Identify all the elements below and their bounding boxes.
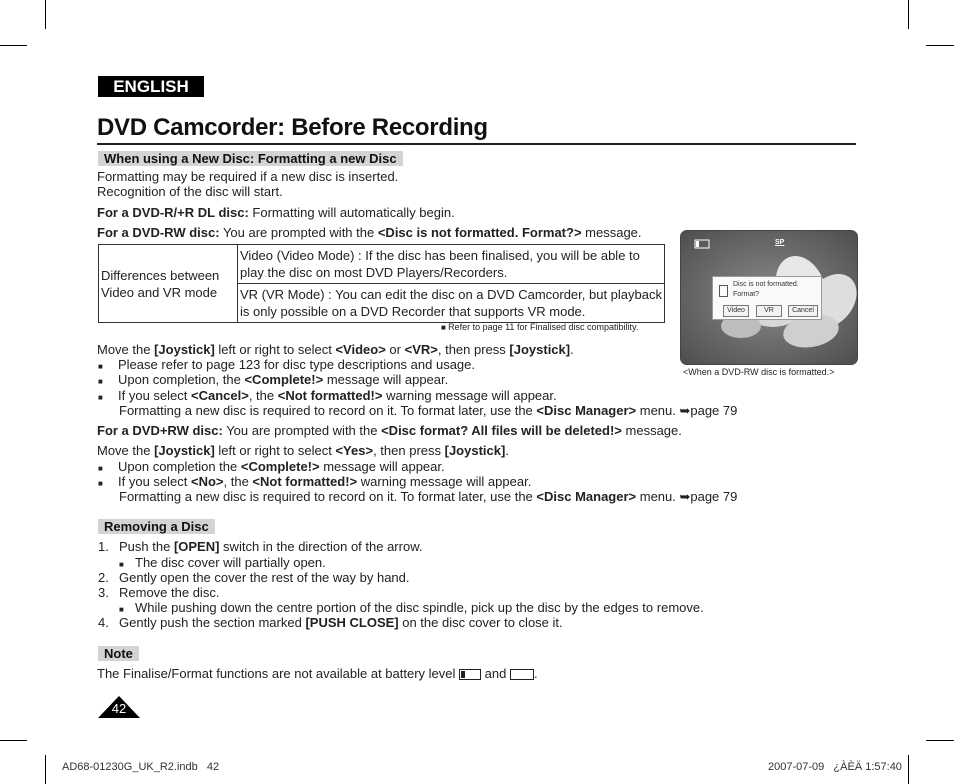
text: Upon completion the xyxy=(118,459,241,474)
crop-mark xyxy=(926,740,954,741)
table-left-cell: Differences between Video and VR mode xyxy=(99,245,238,323)
dialog-message xyxy=(733,280,799,300)
crop-mark xyxy=(0,45,27,46)
plusrw-move-line xyxy=(97,443,509,458)
crop-mark xyxy=(45,0,46,29)
text: Please refer to page 123 for disc type descriptions and usage. xyxy=(118,357,475,372)
text: on the disc cover to close it. xyxy=(398,615,563,630)
text-line: Recognition of the disc will start. xyxy=(97,184,283,199)
text: . xyxy=(570,342,574,357)
text: message will appear. xyxy=(323,372,449,387)
step-number: 2. xyxy=(98,570,109,585)
video-option-button[interactable]: Video xyxy=(723,305,749,317)
text: If you select xyxy=(118,388,191,403)
text: , the xyxy=(248,388,278,403)
format-dialog xyxy=(712,276,822,320)
text: The Finalise/Format functions are not available at battery level xyxy=(97,666,460,681)
crop-mark xyxy=(908,0,909,29)
table-vr-cell: VR (VR Mode) : You can edit the disc on a DVD Camcorder, but playback is only possible on a DVD Recorder that supports VR mode. xyxy=(238,284,665,323)
bullet-icon: ■ xyxy=(119,560,124,569)
no-option: <No> xyxy=(190,474,224,489)
text: , the xyxy=(223,474,253,489)
title-rule xyxy=(97,143,856,145)
text: Move the xyxy=(97,342,155,357)
rw-move-line xyxy=(97,342,574,357)
text: or xyxy=(385,342,405,357)
rw-bullet-2 xyxy=(98,372,448,389)
not-formatted-message: <Not formatted!> xyxy=(277,388,383,403)
crop-mark xyxy=(926,45,954,46)
text: , then press xyxy=(437,342,510,357)
plusrw-label: For a DVD+RW disc: xyxy=(97,423,223,438)
text: Push the xyxy=(119,539,174,554)
remove-step-1 xyxy=(98,539,422,554)
text: Remove the disc. xyxy=(119,585,220,600)
note-heading: Note xyxy=(98,646,139,661)
joystick-label: [Joystick] xyxy=(154,443,215,458)
note-text xyxy=(97,666,538,681)
dialog-line: Format? xyxy=(733,291,760,298)
text: . xyxy=(533,666,538,681)
crop-mark xyxy=(45,755,46,784)
text: warning message will appear. xyxy=(357,474,532,489)
bullet-icon: ■ xyxy=(98,377,103,386)
disc-manager-menu: <Disc Manager> xyxy=(536,489,637,504)
joystick-label: [Joystick] xyxy=(154,342,215,357)
text: warning message will appear. xyxy=(382,388,557,403)
bullet-icon: ■ xyxy=(441,323,449,332)
bullet-icon: ■ xyxy=(98,479,103,488)
bullet-icon: ■ xyxy=(98,393,103,402)
text: While pushing down the centre portion of the disc spindle, pick up the disc by the edges to remove. xyxy=(135,600,704,615)
dvdrw-label: For a DVD-RW disc: xyxy=(97,225,220,240)
text: menu. ➥page 79 xyxy=(636,403,738,418)
remove-step-2 xyxy=(98,570,410,585)
dvdr-label: For a DVD-R/+R DL disc: xyxy=(97,205,249,220)
dvdrw-message: <Disc is not formatted. Format?> xyxy=(377,225,582,240)
yes-option: <Yes> xyxy=(335,443,374,458)
text-line: Formatting may be required if a new disc is inserted. xyxy=(97,169,399,184)
section-heading-removing: Removing a Disc xyxy=(98,519,215,534)
step-number: 4. xyxy=(98,615,109,630)
text: left or right to select xyxy=(214,342,336,357)
push-close-label: [PUSH CLOSE] xyxy=(305,615,399,630)
joystick-label: [Joystick] xyxy=(509,342,571,357)
step-number: 3. xyxy=(98,585,109,600)
rw-bullet-3-cont xyxy=(119,403,737,418)
text: Formatting a new disc is required to record on it. To format later, use the xyxy=(119,489,537,504)
cancel-option: <Cancel> xyxy=(190,388,249,403)
battery-low-icon xyxy=(459,669,481,680)
joystick-label: [Joystick] xyxy=(444,443,506,458)
dvdrw-end: message. xyxy=(581,225,642,240)
section-heading-formatting: When using a New Disc: Formatting a new Disc xyxy=(98,151,403,166)
footer-file: AD68-01230G_UK_R2.indb 42 xyxy=(62,761,220,773)
reference-note-text: Refer to page 11 for Finalised disc compatibility. xyxy=(448,322,639,332)
image-caption: <When a DVD-RW disc is formatted.> xyxy=(683,367,835,377)
crop-mark xyxy=(0,740,27,741)
text: Formatting a new disc is required to record on it. To format later, use the xyxy=(119,403,537,418)
not-formatted-message: <Not formatted!> xyxy=(252,474,358,489)
text: switch in the direction of the arrow. xyxy=(219,539,423,554)
table-video-cell: Video (Video Mode) : If the disc has been finalised, you will be able to play the disc on most DVD Players/Recorders. xyxy=(238,245,665,284)
complete-message: <Complete!> xyxy=(240,459,320,474)
step-number: 1. xyxy=(98,539,109,554)
sp-indicator: SP xyxy=(775,239,785,246)
plusrw-line xyxy=(97,423,682,438)
video-option: <Video> xyxy=(335,342,386,357)
open-switch-label: [OPEN] xyxy=(173,539,220,554)
page-title: DVD Camcorder: Before Recording xyxy=(97,114,488,141)
text: If you select xyxy=(118,474,191,489)
vr-option: <VR> xyxy=(404,342,438,357)
text: The disc cover will partially open. xyxy=(135,555,326,570)
bullet-icon: ■ xyxy=(98,464,103,473)
text: Gently open the cover the rest of the way by hand. xyxy=(119,570,410,585)
mode-table xyxy=(98,244,665,323)
bullet-icon: ■ xyxy=(119,605,124,614)
text: Gently push the section marked xyxy=(119,615,306,630)
disc-manager-menu: <Disc Manager> xyxy=(536,403,637,418)
text: Upon completion, the xyxy=(118,372,245,387)
page-number: 42 xyxy=(111,701,127,716)
dvdr-line xyxy=(97,205,455,220)
disc-trash-icon xyxy=(719,285,728,297)
text: Move the xyxy=(97,443,155,458)
bullet-icon: ■ xyxy=(98,362,103,371)
vr-option-button[interactable]: VR xyxy=(756,305,782,317)
crop-mark xyxy=(908,755,909,784)
text: . xyxy=(505,443,509,458)
language-tab: ENGLISH xyxy=(98,76,204,97)
dvdrw-line xyxy=(97,225,642,240)
footer-timestamp: 2007-07-09 ¿ÀÈÄ 1:57:40 xyxy=(768,761,902,773)
text: You are prompted with the xyxy=(222,423,382,438)
text: message will appear. xyxy=(319,459,445,474)
dvdrw-text: You are prompted with the xyxy=(219,225,378,240)
complete-message: <Complete!> xyxy=(244,372,324,387)
text: left or right to select xyxy=(214,443,336,458)
remove-step-3 xyxy=(98,585,219,600)
reference-note xyxy=(441,322,638,332)
dvdr-text: Formatting will automatically begin. xyxy=(248,205,455,220)
battery-empty-icon xyxy=(510,669,534,680)
text: and xyxy=(481,666,510,681)
text: , then press xyxy=(373,443,445,458)
text: menu. ➥page 79 xyxy=(636,489,738,504)
plusrw-message: <Disc format? All files will be deleted!> xyxy=(381,423,622,438)
text: message. xyxy=(621,423,682,438)
page-number-badge xyxy=(98,696,140,718)
remove-step-4 xyxy=(98,615,563,630)
cancel-option-button[interactable]: Cancel xyxy=(788,305,818,317)
dialog-line: Disc is not formatted. xyxy=(733,281,799,288)
plusrw-bullet-2-cont xyxy=(119,489,737,504)
